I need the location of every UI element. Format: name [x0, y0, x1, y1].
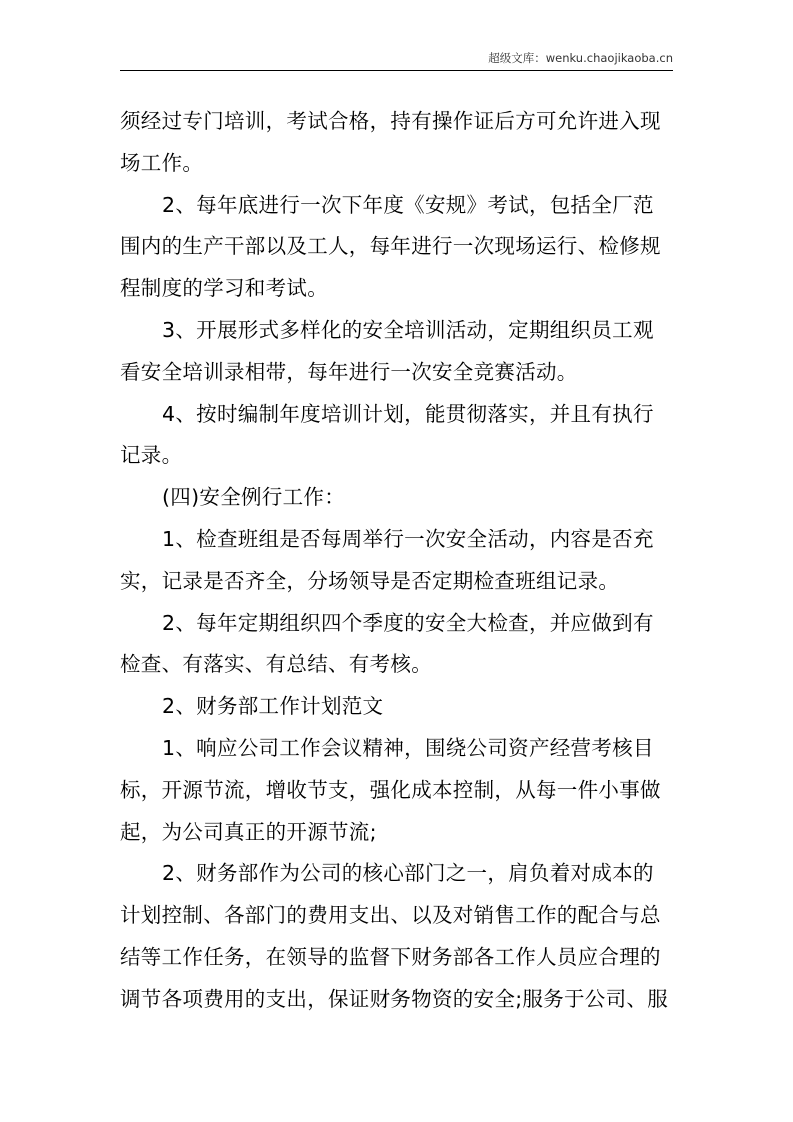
page-header: 超级文库：wenku.chaojikaoba.cn — [488, 51, 673, 65]
text-line: 围内的生产干部以及工人，每年进行一次现场运行、检修规 — [120, 234, 661, 259]
text-line: 结等工作任务，在领导的监督下财务部各工作人员应合理的 — [120, 944, 661, 969]
text-line: 起，为公司真正的开源节流; — [120, 819, 377, 844]
text-line: (四)安全例行工作： — [162, 485, 345, 510]
document-body — [120, 101, 680, 1021]
text-line: 2、财务部作为公司的核心部门之一，肩负着对成本的 — [162, 861, 654, 886]
text-line: 看安全培训录相带，每年进行一次安全竞赛活动。 — [120, 359, 578, 384]
text-line: 调节各项费用的支出，保证财务物资的安全;服务于公司、服 — [120, 986, 669, 1011]
text-line: 标，开源节流，增收节支，强化成本控制，从每一件小事做 — [120, 777, 661, 802]
text-line: 1、检查班组是否每周举行一次安全活动，内容是否充 — [162, 526, 654, 551]
text-line: 4、按时编制年度培训计划，能贯彻落实，并且有执行 — [162, 401, 654, 426]
text-line: 2、每年定期组织四个季度的安全大检查，并应做到有 — [162, 610, 654, 635]
text-line: 实，记录是否齐全，分场领导是否定期检查班组记录。 — [120, 568, 620, 593]
text-line: 检查、有落实、有总结、有考核。 — [120, 652, 432, 677]
text-line: 记录。 — [120, 443, 183, 468]
text-line: 3、开展形式多样化的安全培训活动，定期组织员工观 — [162, 317, 654, 342]
text-line: 程制度的学习和考试。 — [120, 276, 328, 301]
text-line: 计划控制、各部门的费用支出、以及对销售工作的配合与总 — [120, 903, 661, 928]
text-line: 2、财务部工作计划范文 — [162, 694, 384, 719]
text-line: 场工作。 — [120, 150, 204, 175]
text-line: 须经过专门培训，考试合格，持有操作证后方可允许进入现 — [120, 109, 661, 133]
text-line: 2、每年底进行一次下年度《安规》考试，包括全厂范 — [162, 192, 654, 217]
header-divider — [120, 70, 673, 71]
text-line: 1、响应公司工作会议精神，围绕公司资产经营考核目 — [162, 735, 654, 760]
